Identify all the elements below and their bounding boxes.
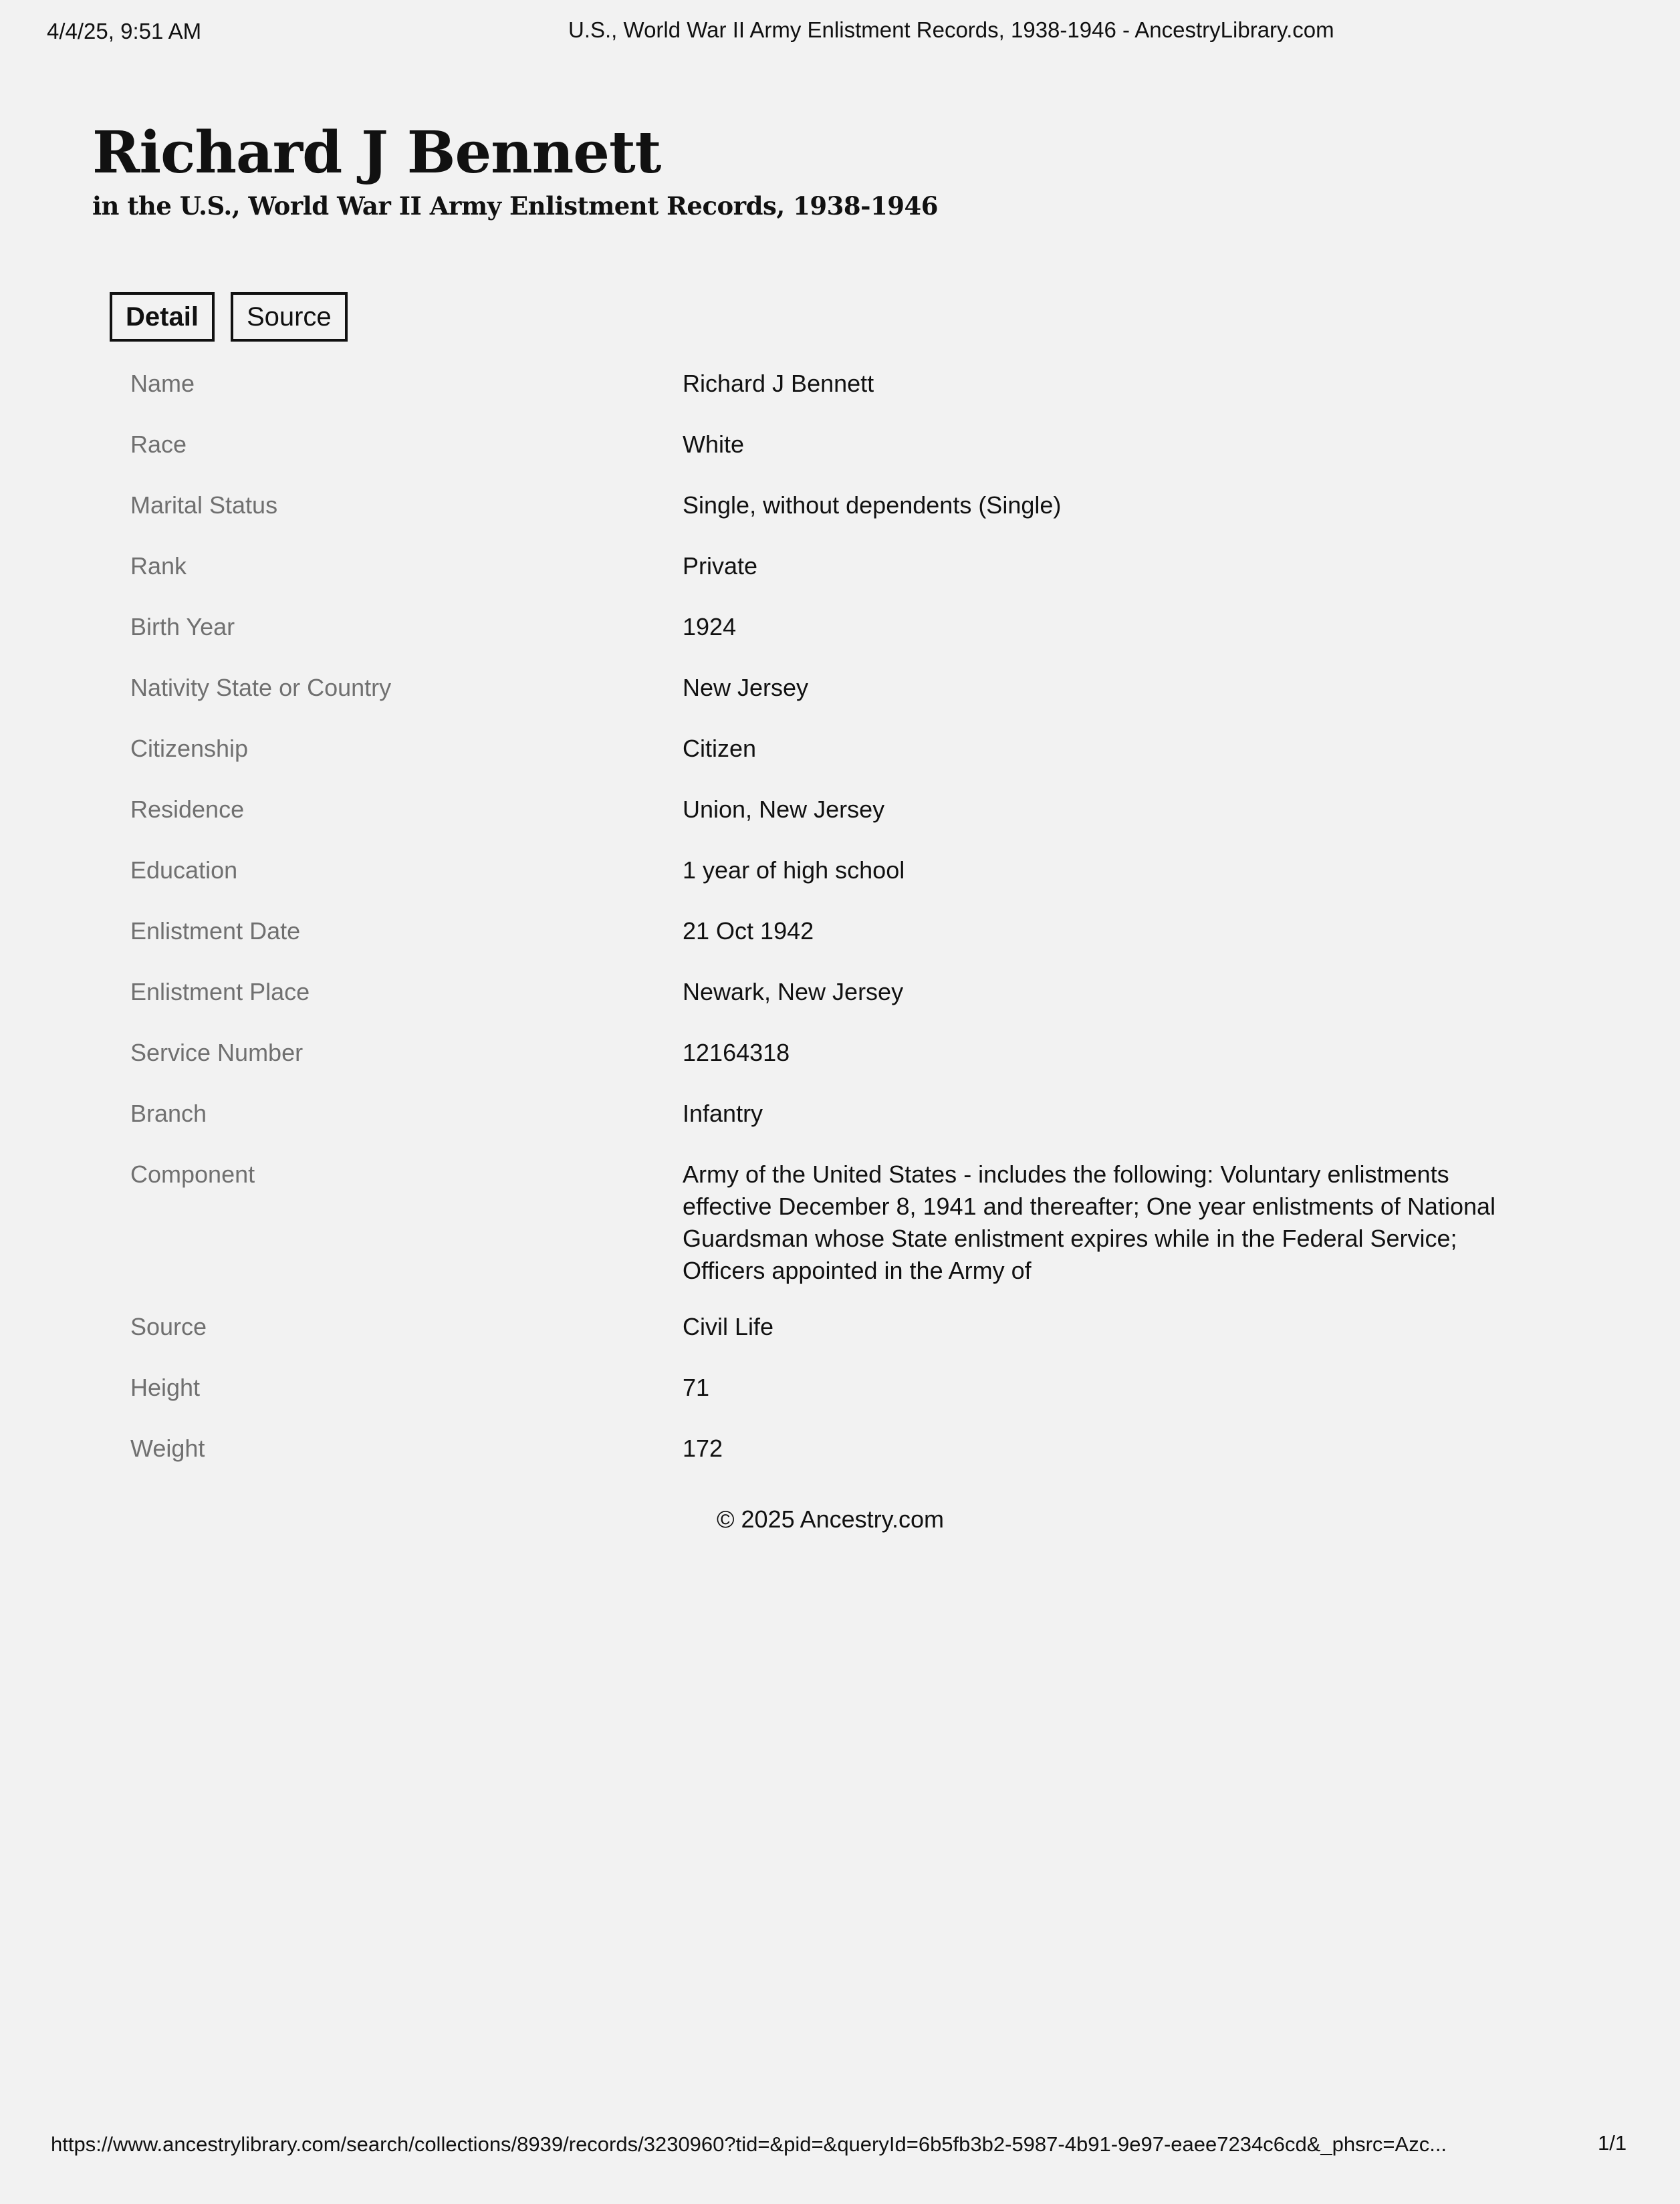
field-row-service-number <box>130 1037 1548 1098</box>
field-label: Enlistment Date <box>130 917 301 945</box>
field-label: Service Number <box>130 1039 304 1066</box>
field-label: Nativity State or Country <box>130 674 392 701</box>
field-value: Infantry <box>683 1100 763 1127</box>
field-label: Branch <box>130 1100 207 1127</box>
field-row-source <box>130 1311 1548 1372</box>
field-value: 21 Oct 1942 <box>683 917 814 945</box>
field-value: 12164318 <box>683 1039 790 1066</box>
field-label: Source <box>130 1313 207 1340</box>
print-page-title: U.S., World War II Army Enlistment Records, 1938-1946 - AncestryLibrary.com <box>568 17 1334 42</box>
field-value: Citizen <box>683 735 757 762</box>
record-title-block <box>92 119 938 221</box>
field-value: Private <box>683 552 758 580</box>
field-label: Component <box>130 1160 255 1188</box>
field-label: Race <box>130 431 187 458</box>
field-label: Residence <box>130 795 245 823</box>
record-detail-table <box>130 368 1548 1493</box>
field-row-branch <box>130 1098 1548 1158</box>
field-row-height <box>130 1372 1548 1433</box>
field-value: New Jersey <box>683 674 809 701</box>
field-value: 1924 <box>683 613 737 640</box>
person-name-heading: Richard J Bennett <box>92 119 661 187</box>
field-value: White <box>683 431 745 458</box>
tab-source[interactable]: Source <box>231 292 348 342</box>
field-value: Union, New Jersey <box>683 795 885 823</box>
field-label: Height <box>130 1374 201 1401</box>
field-label: Rank <box>130 552 187 580</box>
field-row-marital-status <box>130 489 1548 550</box>
field-value: 172 <box>683 1435 723 1462</box>
field-label: Citizenship <box>130 735 249 762</box>
field-label: Name <box>130 370 195 397</box>
copyright-notice: © 2025 Ancestry.com <box>717 1505 945 1533</box>
field-row-name <box>130 368 1548 428</box>
field-row-rank <box>130 550 1548 611</box>
record-tabs <box>110 292 348 342</box>
field-value: 1 year of high school <box>683 856 905 884</box>
field-row-component <box>130 1158 1548 1311</box>
field-row-citizenship <box>130 733 1548 793</box>
collection-subtitle: in the U.S., World War II Army Enlistment Records, 1938-1946 <box>92 191 938 221</box>
field-value: Single, without dependents (Single) <box>683 491 1062 519</box>
field-row-enlistment-place <box>130 976 1548 1037</box>
field-label: Weight <box>130 1435 205 1462</box>
field-row-race <box>130 428 1548 489</box>
field-value: Newark, New Jersey <box>683 978 904 1005</box>
field-row-education <box>130 854 1548 915</box>
field-row-birth-year <box>130 611 1548 672</box>
print-footer-url: https://www.ancestrylibrary.com/search/collections/8939/records/3230960?tid=&pid=&queryId=6b5fb3b2-5987-4b91-9e97-eaee7234c6cd&_phsrc=Azc... <box>51 2132 1447 2156</box>
field-row-residence <box>130 793 1548 854</box>
field-label: Birth Year <box>130 613 235 640</box>
field-label: Marital Status <box>130 491 278 519</box>
field-value: Richard J Bennett <box>683 370 874 397</box>
field-value: Army of the United States - includes the following: Voluntary enlistments effective December 8, 1941 and thereafter; One year enlistments of National Guardsman whose State enlistment expires while in the Federal Service; Officers appointed in the Army of <box>683 1160 1496 1284</box>
field-row-weight <box>130 1433 1548 1493</box>
field-value: 71 <box>683 1374 710 1401</box>
field-label: Enlistment Place <box>130 978 310 1005</box>
field-row-nativity <box>130 672 1548 733</box>
print-datetime: 4/4/25, 9:51 AM <box>47 19 202 43</box>
field-row-enlistment-date <box>130 915 1548 976</box>
field-value: Civil Life <box>683 1313 774 1340</box>
field-label: Education <box>130 856 238 884</box>
tab-detail[interactable]: Detail <box>110 292 215 342</box>
print-page-number: 1/1 <box>1598 2131 1627 2155</box>
